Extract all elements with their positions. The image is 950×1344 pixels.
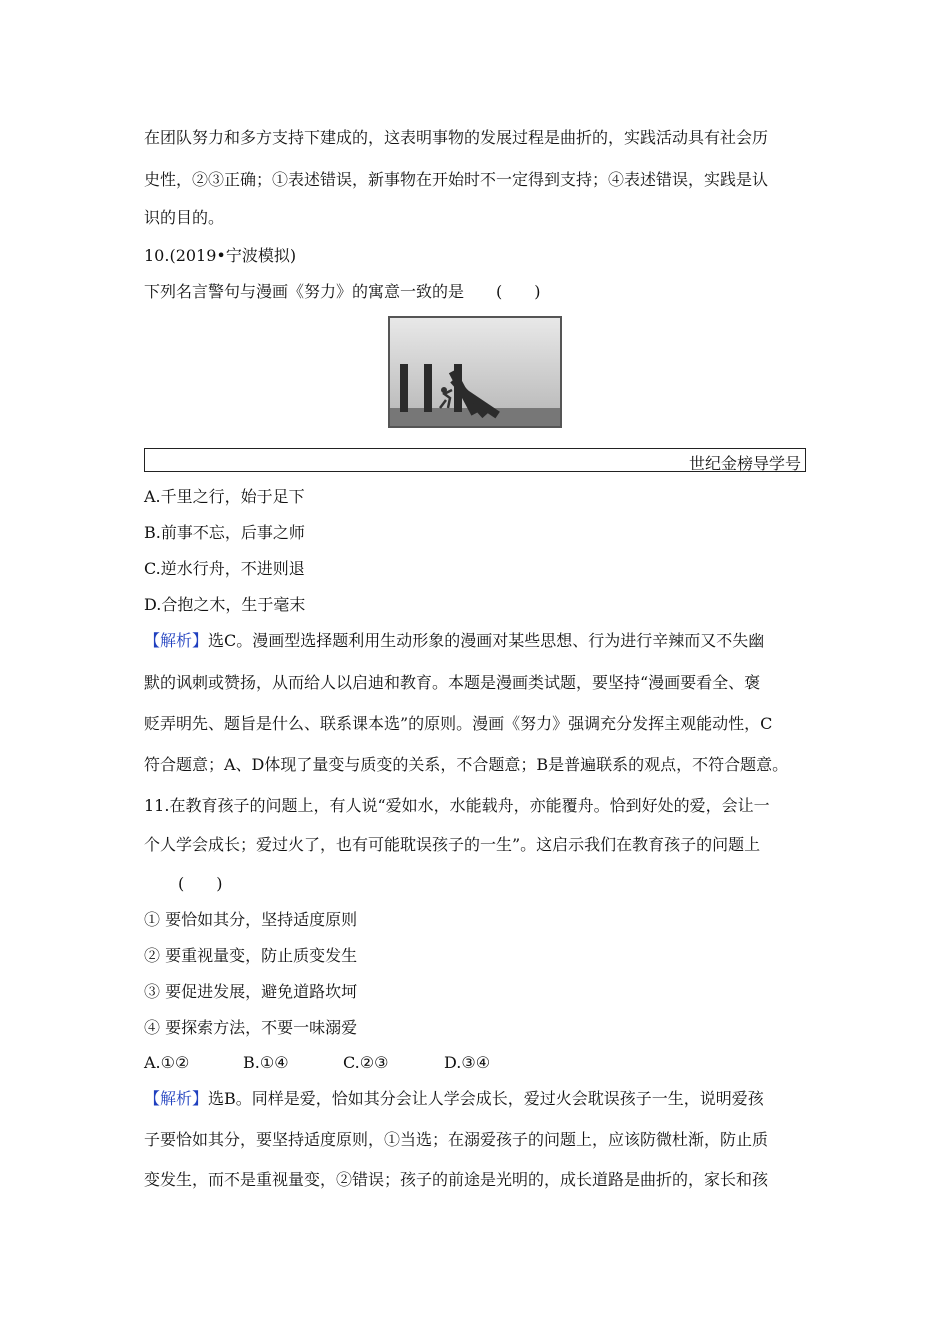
text-line: 在团队努力和多方支持下建成的，这表明事物的发展过程是曲折的，实践活动具有社会历 bbox=[144, 128, 769, 147]
statement-item: ④ 要探索方法，不要一味溺爱 bbox=[144, 1018, 358, 1037]
analysis-line: 贬弄明先、题旨是什么、联系课本选”的原则。漫画《努力》强调充分发挥主观能动性，C bbox=[144, 714, 773, 733]
option-b: B.①④ bbox=[243, 1053, 289, 1072]
text-line: 史性，②③正确；①表述错误，新事物在开始时不一定得到支持；④表述错误，实践是认 bbox=[144, 170, 769, 189]
analysis-line bbox=[144, 1089, 764, 1109]
option-c: C.逆水行舟，不进则退 bbox=[144, 559, 305, 578]
statement-item: ① 要恰如其分，坚持适度原则 bbox=[144, 910, 358, 929]
question-stem: 下列名言警句与漫画《努力》的寓意一致的是 ( ) bbox=[144, 282, 541, 301]
cartoon-image bbox=[388, 316, 562, 428]
question-stem: 个人学会成长；爱过火了，也有可能耽误孩子的一生”。这启示我们在教育孩子的问题上 bbox=[144, 835, 761, 854]
question-stem: 11.在教育孩子的问题上，有人说“爱如水，水能载舟，亦能覆舟。恰到好处的爱，会让一 bbox=[144, 796, 770, 815]
analysis-line: 符合题意；A、D体现了量变与质变的关系，不合题意；B是普遍联系的观点，不符合题意。 bbox=[144, 755, 789, 774]
source-label: 世纪金榜导学号 bbox=[688, 454, 801, 473]
analysis-line: 默的讽刺或赞扬，从而给人以启迪和教育。本题是漫画类试题，要坚持“漫画要看全、褒 bbox=[144, 673, 761, 692]
analysis-line bbox=[144, 631, 764, 651]
analysis-text: 选B。同样是爱，恰如其分会让人学会成长，爱过火会耽误孩子一生，说明爱孩 bbox=[208, 1089, 764, 1108]
option-d: D.合抱之木，生于毫末 bbox=[144, 595, 306, 614]
option-b: B.前事不忘，后事之师 bbox=[144, 523, 305, 542]
analysis-line: 子要恰如其分，要坚持适度原则，①当选；在溺爱孩子的问题上，应该防微杜渐，防止质 bbox=[144, 1130, 769, 1149]
option-a: A.①② bbox=[144, 1053, 190, 1072]
text-line: 识的目的。 bbox=[144, 208, 225, 227]
source-box bbox=[144, 448, 806, 472]
analysis-tag: 【解析】 bbox=[144, 631, 209, 650]
question-number: 10.(2019•宁波模拟) bbox=[144, 246, 297, 265]
option-a: A.千里之行，始于足下 bbox=[144, 487, 305, 506]
statement-item: ② 要重视量变，防止质变发生 bbox=[144, 946, 358, 965]
option-c: C.②③ bbox=[343, 1053, 389, 1072]
analysis-line: 变发生，而不是重视量变，②错误；孩子的前途是光明的，成长道路是曲折的，家长和孩 bbox=[144, 1170, 769, 1189]
analysis-text: 选C。漫画型选择题利用生动形象的漫画对某些思想、行为进行辛辣而又不失幽 bbox=[208, 631, 765, 650]
statement-item: ③ 要促进发展，避免道路坎坷 bbox=[144, 982, 358, 1001]
option-d: D.③④ bbox=[444, 1053, 491, 1072]
analysis-tag: 【解析】 bbox=[144, 1089, 209, 1108]
answer-blank: ( ) bbox=[178, 874, 223, 893]
